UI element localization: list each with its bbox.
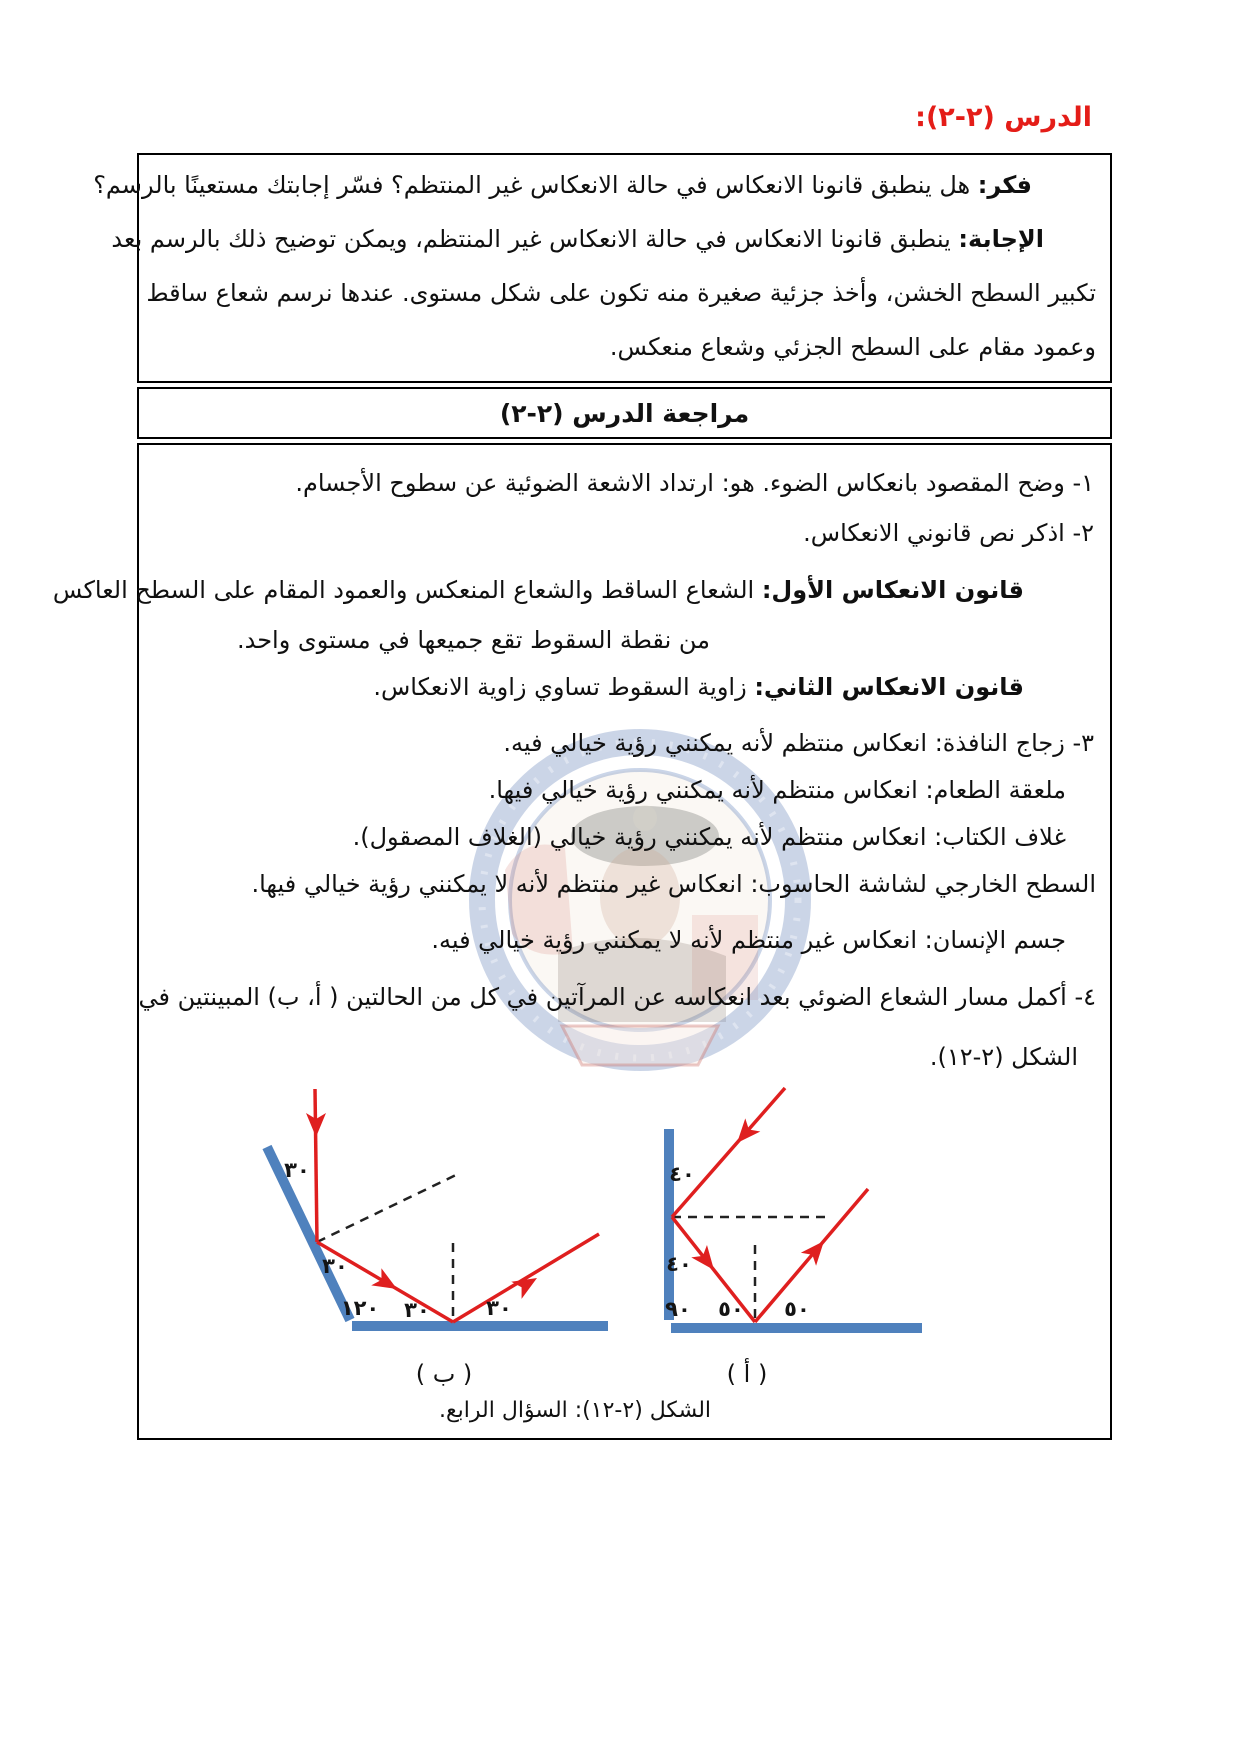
angle-label-30-right: ٣٠ — [486, 1296, 512, 1320]
answer-line-1 — [111, 222, 1110, 256]
review-line-4: من نقطة السقوط تقع جميعها في مستوى واحد. — [236, 626, 710, 654]
figure-diagram-a — [635, 1082, 935, 1337]
review-line-9: السطح الخارجي لشاشة الحاسوب: انعكاس غير منتظم لأنه لا يمكنني رؤية خيالي فيها. — [251, 870, 1096, 898]
review-header-row — [137, 387, 1112, 439]
review-line-12: الشكل (٢-١٢). — [929, 1043, 1078, 1071]
review-line-11: ٤- أكمل مسار الشعاع الضوئي بعد انعكاسه عن المرآتين في كل من الحالتين ( أ، ب) المبينتين في — [138, 983, 1096, 1011]
answer-label: الإجابة: — [958, 225, 1044, 253]
angle-label-50-right: ٥٠ — [784, 1297, 810, 1321]
angle-label-40-mid: ٤٠ — [666, 1252, 692, 1276]
think-label: فكر: — [977, 171, 1032, 199]
angle-label-30-top: ٣٠ — [284, 1158, 310, 1182]
answer-line-2 — [146, 276, 1110, 310]
angle-label-50-left: ٥٠ — [718, 1297, 744, 1321]
review-line-10: جسم الإنسان: انعكاس غير منتظم لأنه لا يمكنني رؤية خيالي فيه. — [431, 926, 1066, 954]
figure-caption: الشكل (٢-١٢): السؤال الرابع. — [438, 1398, 712, 1423]
review-line-1: ١- وضح المقصود بانعكاس الضوء. هو: ارتداد الاشعة الضوئية عن سطوح الأجسام. — [295, 469, 1094, 497]
angle-label-40-top: ٤٠ — [669, 1162, 695, 1186]
normal-dashed-1 — [317, 1174, 458, 1242]
figure-label-b: ( ب ) — [415, 1360, 473, 1388]
page-title: الدرس (٢-٢): — [915, 102, 1092, 133]
review-line-8: غلاف الكتاب: انعكاس منتظم لأنه يمكنني رؤية خيالي (الغلاف المصقول). — [352, 823, 1066, 851]
answer-text-2: تكبير السطح الخشن، وأخذ جزئية صغيرة منه تكون على شكل مستوى. عندها نرسم شعاع ساقط — [146, 279, 1096, 307]
figure-label-a: ( أ ) — [726, 1360, 768, 1388]
angle-label-30-mid: ٣٠ — [322, 1254, 348, 1278]
angle-label-120: ١٢٠ — [340, 1296, 380, 1320]
think-question-line — [93, 168, 1110, 202]
reflected-ray-2-arrowhead — [511, 1269, 542, 1299]
review-line-7: ملعقة الطعام: انعكاس منتظم لأنه يمكنني رؤية خيالي فيها. — [488, 776, 1066, 804]
think-answer-box — [93, 153, 1112, 383]
think-question-text: هل ينطبق قانونا الانعكاس في حالة الانعكاس غير المنتظم؟ فسّر إجابتك مستعينًا بالرسم؟ — [93, 171, 978, 199]
review-line-6: ٣- زجاج النافذة: انعكاس منتظم لأنه يمكنني رؤية خيالي فيه. — [503, 729, 1094, 757]
reflected-ray-2 — [453, 1234, 599, 1322]
incident-ray — [315, 1089, 317, 1242]
review-body-row — [52, 443, 1112, 1440]
answer-text-3: وعمود مقام على السطح الجزئي وشعاع منعكس. — [609, 333, 1096, 361]
review-line-3: قانون الانعكاس الأول: الشعاع الساقط والشعاع المنعكس والعمود المقام على السطح العاكس — [52, 576, 1024, 604]
review-header-title: مراجعة الدرس (٢-٢) — [499, 398, 750, 428]
answer-text-1: ينطبق قانونا الانعكاس في حالة الانعكاس غير المنتظم، ويمكن توضيح ذلك بالرسم بعد — [111, 225, 959, 253]
incident-ray — [672, 1088, 785, 1217]
reflected-ray-1-arrowhead — [371, 1268, 402, 1297]
review-line-5: قانون الانعكاس الثاني: زاوية السقوط تساوي زاوية الانعكاس. — [373, 673, 1024, 701]
review-line-2: ٢- اذكر نص قانوني الانعكاس. — [803, 519, 1094, 547]
angle-label-30-left: ٣٠ — [404, 1298, 430, 1322]
figure-diagram-b — [225, 1085, 620, 1337]
angle-label-90: ٩٠ — [665, 1297, 691, 1321]
reflected-ray-2 — [755, 1189, 868, 1322]
answer-line-3 — [610, 330, 1110, 364]
